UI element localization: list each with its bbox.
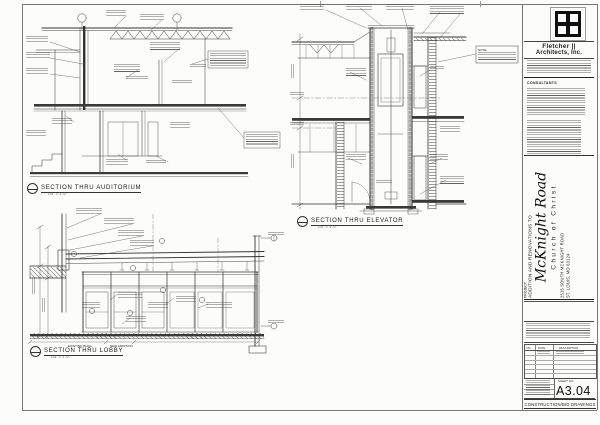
sheet-no-label: SHEET NO.	[558, 379, 575, 383]
annotation-text	[376, 180, 392, 185]
annotation-text	[118, 292, 142, 299]
dimension-text	[42, 298, 45, 312]
revision-table	[524, 344, 597, 379]
section-elevator-drawing	[290, 4, 525, 216]
project-block	[523, 156, 596, 298]
annotation-text	[118, 230, 144, 236]
titleblock-rule	[524, 301, 594, 302]
annotation-note-text	[246, 134, 278, 146]
project-address1: 2515 SOUTH MCKNIGHT ROAD	[558, 232, 564, 298]
detail-number-bubble-icon	[297, 216, 308, 227]
firm-name-line1: Fletcher ||	[542, 43, 576, 50]
annotation-text	[140, 14, 164, 20]
drawing-scale: 1/4" = 1'-0"	[318, 225, 338, 229]
annotation-text	[106, 10, 126, 16]
titleblock-rule	[524, 77, 594, 78]
elevation-tag-text	[268, 320, 284, 323]
annotation-text	[26, 130, 46, 136]
annotation-text	[82, 302, 100, 308]
annotation-text	[26, 36, 48, 43]
annotation-note-text	[478, 52, 516, 61]
sheet-number: A3.04	[556, 384, 591, 398]
new-addition-label: NEW ADDITION	[110, 343, 133, 348]
annotation-text	[150, 42, 180, 50]
annotation-text	[440, 126, 460, 132]
firm-address-text	[527, 58, 591, 74]
annotation-text	[126, 316, 146, 322]
sheet-status: CONSTRUCTION/BID DRAWINGS	[524, 399, 596, 409]
annotation-text	[26, 52, 50, 59]
project-line1: ADDITION AND RENOVATIONS TO	[528, 215, 533, 298]
titleblock-rule	[524, 299, 594, 300]
project-name: McKnight Road	[533, 171, 549, 283]
section-lobby-drawing	[22, 208, 294, 358]
revision-col-date: DATE	[538, 346, 546, 350]
annotation-text	[346, 154, 366, 161]
titleblock-rule	[524, 342, 594, 343]
titleblock-rule	[524, 321, 594, 322]
annotation-text	[300, 4, 324, 11]
annotation-text	[26, 68, 48, 74]
revision-col-description: DESCRIPTION	[559, 346, 579, 350]
dimension-text	[291, 64, 294, 78]
revision-entry-text	[556, 351, 584, 354]
note-label: NOTE:	[478, 47, 488, 52]
section-auditorium-linework	[22, 4, 284, 202]
annotation-text	[386, 4, 414, 10]
annotation-text	[130, 240, 154, 246]
section-lobby-linework	[22, 208, 294, 358]
annotation-text	[148, 302, 168, 308]
annotation-text	[104, 218, 134, 225]
annotation-text	[430, 66, 444, 71]
titleblock-rule	[554, 378, 555, 398]
drawing-title: SECTION THRU AUDITORIUM	[41, 184, 142, 191]
detail-number-bubble-icon	[30, 346, 41, 357]
annotation-text	[440, 176, 464, 184]
annotation-text	[430, 6, 464, 14]
consultants-heading: CONSULTANTS	[527, 81, 557, 85]
project-address2: ST. LOUIS, MO 63124	[565, 253, 570, 298]
annotation-text	[146, 160, 166, 165]
annotation-text	[290, 92, 304, 97]
consultants-list-text	[527, 88, 585, 116]
drawing-title: SECTION THRU LOBBY	[44, 347, 124, 354]
annotation-text	[126, 76, 148, 81]
detail-number-bubble-icon	[27, 183, 38, 194]
section-auditorium-drawing	[22, 4, 284, 202]
fletcher-architects-logo	[550, 7, 586, 41]
consultants-list-text	[527, 120, 581, 154]
drawing-title: SECTION THRU ELEVATOR	[311, 217, 404, 224]
section-elevator-linework	[290, 4, 525, 216]
annotation-note-text	[210, 53, 246, 66]
revision-col-no: NO.	[526, 346, 532, 350]
dimension-text	[32, 278, 35, 294]
annotation-text	[206, 302, 232, 309]
project-label: PROJECT:	[523, 281, 527, 298]
annotation-text	[346, 68, 366, 77]
elevation-tag-text	[268, 232, 284, 235]
existing-bldg-label: EXISTING BLDG	[68, 343, 92, 348]
drawing-scale: 1/4" = 1'-0"	[51, 355, 71, 359]
annotation-text	[172, 80, 192, 85]
annotation-text	[430, 154, 448, 160]
drawing-scale: 1/4" = 1'-0"	[48, 192, 68, 196]
dimension-text	[291, 154, 294, 168]
section-elevator-title	[297, 216, 403, 227]
firm-name-line2: Architects, Inc.	[535, 50, 583, 56]
annotation-text	[52, 118, 72, 124]
project-name-sub: Church of Christ	[550, 184, 557, 270]
sheet-info-labels	[526, 380, 550, 397]
annotation-text	[76, 208, 102, 215]
annotation-text	[114, 64, 140, 72]
revision-entry-text	[537, 351, 550, 354]
section-auditorium-title	[27, 183, 141, 194]
sheet-border-bottom	[22, 410, 597, 411]
annotation-text	[346, 4, 372, 10]
annotation-text	[170, 122, 190, 129]
annotation-text	[290, 122, 304, 127]
annotation-text	[190, 64, 206, 69]
annotation-text	[106, 159, 128, 165]
copyright-text	[526, 323, 590, 339]
firm-name-block	[524, 41, 594, 59]
annotation-text	[176, 296, 196, 302]
